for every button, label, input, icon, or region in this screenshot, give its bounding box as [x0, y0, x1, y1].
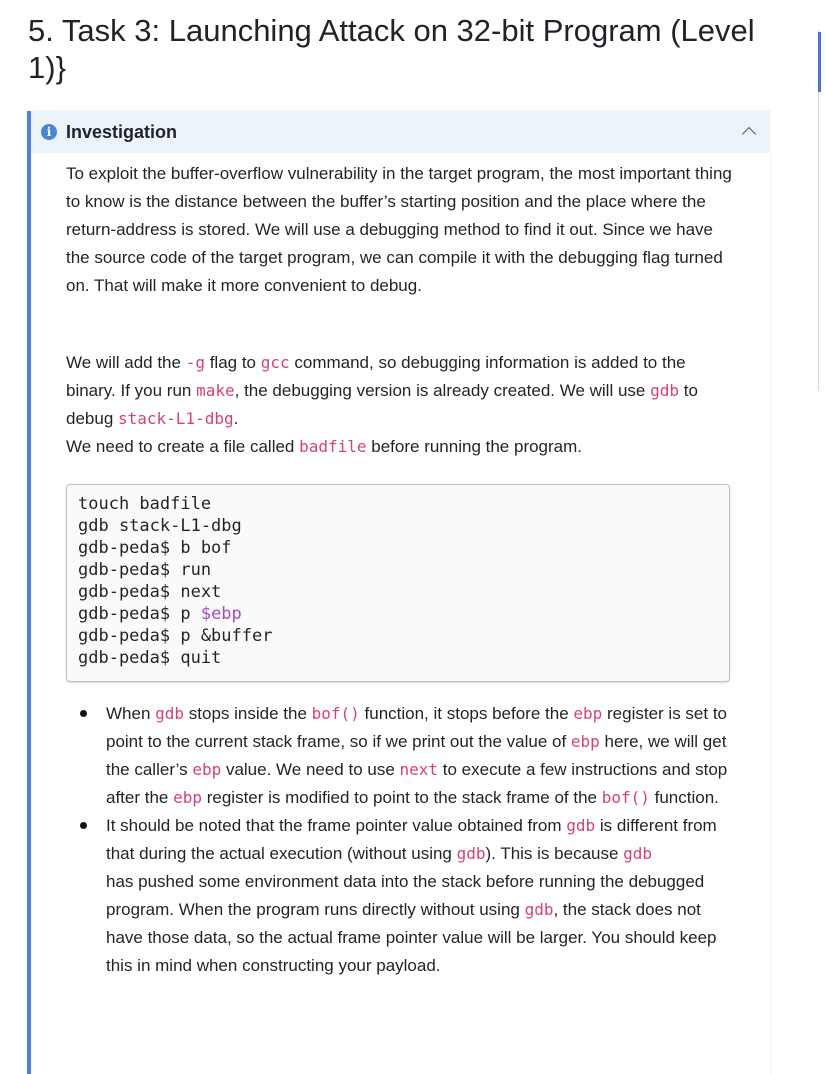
list-item [66, 812, 736, 980]
code-line: gdb-peda$ p &buffer [78, 626, 273, 646]
code-text: gdb-peda$ p [78, 604, 201, 624]
inline-code-stack-l1-dbg: stack-L1-dbg [118, 409, 234, 428]
section-title: 5. Task 3: Launching Attack on 32-bit Program (Level 1)} [28, 13, 755, 85]
text-run: ). This is because [485, 844, 624, 863]
inline-code-gcc: gcc [260, 353, 290, 372]
paragraph-intro: To exploit the buffer-overflow vulnerability in the target program, the most important thing to know is the distance between the buffer’s starting position and the place where the return-address is stored. We will use a debugging method to find it out. Since we have the source code of the target program, we can compile it with the debugging flag turned on. That will make it more convenient to debug. [66, 164, 732, 295]
code-variable: $ebp [200, 604, 242, 624]
text-run: function. [649, 788, 719, 807]
code-line: gdb-peda$ run [78, 560, 212, 580]
text-run: to execute a few instructions and stop after the [106, 760, 728, 807]
inline-code-ebp: ebp [570, 732, 600, 751]
inline-code-next: next [399, 760, 439, 779]
bullet-icon [80, 710, 87, 717]
text-run: It should be noted that the frame pointer value obtained from [106, 816, 567, 835]
inline-code-gdb: gdb [566, 816, 596, 835]
text-run: before running the program. [366, 437, 583, 456]
inline-code-ebp: ebp [573, 704, 603, 723]
text-run: register is set to point to the current stack frame, so if we print out the value of [106, 704, 727, 751]
text-run: We will add the [66, 353, 186, 372]
text-run: When [106, 704, 156, 723]
code-block[interactable] [66, 484, 730, 682]
text-run: flag to [204, 353, 261, 372]
text-run: value. We need to use [221, 760, 400, 779]
code-line [78, 603, 242, 625]
text-run: We need to create a file called [66, 437, 300, 456]
code-line: gdb-peda$ b bof [78, 538, 232, 558]
bullet-icon [80, 822, 87, 829]
text-run: has pushed some environment data into the stack before running the debugged program. When the program runs directly without using [106, 872, 705, 919]
chevron-up-icon[interactable] [742, 127, 756, 141]
inline-code-gdb: gdb [524, 900, 554, 919]
inline-code-make: make [196, 381, 235, 400]
investigation-admonition [27, 111, 770, 1074]
inline-code-bof: bof() [601, 788, 650, 807]
paragraph-debug-info [66, 349, 736, 461]
text-run: stops inside the [184, 704, 312, 723]
text-run: command, so debugging information is added to the binary. If you run [66, 353, 686, 400]
code-line: touch badfile [78, 494, 212, 514]
inline-code-ebp: ebp [173, 788, 203, 807]
admonition-header[interactable] [31, 111, 770, 153]
text-run: is different from that during the actual execution (without using [106, 816, 717, 863]
text-run: here, we will get the caller’s [106, 732, 727, 779]
inline-code-gdb: gdb [650, 381, 680, 400]
inline-code-ebp: ebp [192, 760, 222, 779]
inline-code-gdb: gdb [456, 844, 486, 863]
code-line: gdb-peda$ next [78, 582, 222, 602]
text-run: . [233, 409, 239, 428]
scrollbar-thumb[interactable] [818, 32, 821, 92]
inline-code-gdb: gdb [155, 704, 185, 723]
info-icon: i [41, 124, 57, 140]
text-run: register is modified to point to the stack frame of the [202, 788, 602, 807]
inline-code-g-flag: -g [185, 353, 205, 372]
bullet-list [66, 700, 736, 980]
text-run: , the debugging version is already created. We will use [234, 381, 651, 400]
inline-code-badfile: badfile [299, 437, 367, 456]
list-item [66, 700, 736, 812]
admonition-title: Investigation [66, 122, 178, 142]
inline-code-bof: bof() [311, 704, 360, 723]
inline-code-gdb: gdb [623, 844, 653, 863]
text-run: function, it stops before the [359, 704, 574, 723]
text-run: , the stack does not have those data, so the actual frame pointer value will be larger. You should keep this in mind when constructing your payload. [106, 900, 717, 975]
code-line: gdb-peda$ quit [78, 648, 222, 668]
code-line: gdb stack-L1-dbg [78, 516, 242, 536]
text-run: to debug [66, 381, 698, 428]
